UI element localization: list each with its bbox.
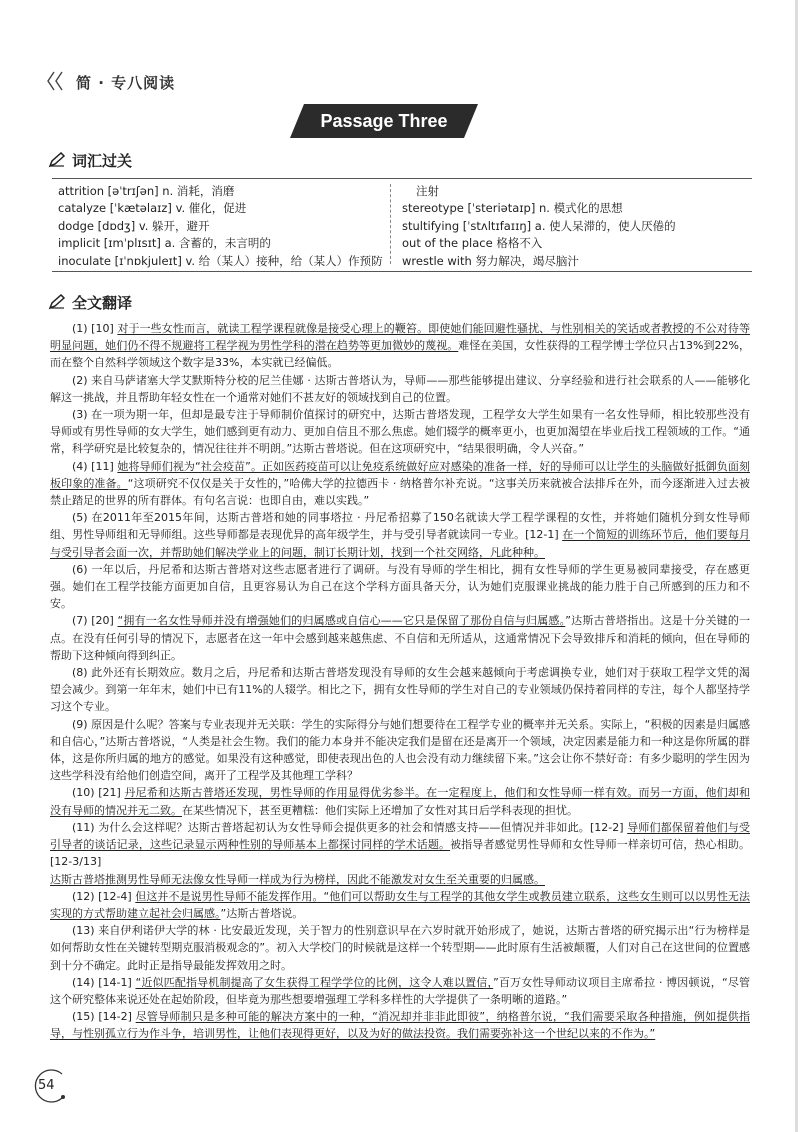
paragraph-text: 在某些情况下，甚至更糟糕：他们实际上还增加了女性对其日后学科表现的担忧。 — [182, 803, 578, 817]
translation-heading-text: 全文翻译 — [72, 294, 133, 312]
vocab-entry: stultifying [ˈstʌltɪfaɪɪŋ] a. 使人呆滞的，使人厌倦的 — [402, 218, 676, 233]
paragraph-text: 被指导者感觉男性导师和女性导师一样亲切可信，热心相助。[12-3/13] — [50, 838, 750, 869]
paragraph-text: “这项研究不仅仅是关于女性的，”哈佛大学的拉德西卡 · 纳格普尔补充说。“这事关历来就被合法排斥在外，而今逐渐进入过去被禁止踏足的世界的所有群体。有句名言说：也即自由，难以实践。” — [50, 476, 750, 508]
vocab-entry: dodge [dɒdʒ] v. 躲开，避开 — [58, 218, 210, 233]
translation-paragraph — [50, 819, 750, 871]
translation-paragraph — [50, 458, 750, 510]
paragraph-text: (2) 来自马萨诸塞大学艾默斯特分校的尼兰佳娜 · 达斯古普塔认为，导师——那些能够提出建议、分享经验和进行社会联系的人——能够化解这一挑战，并且帮助年轻女性在一个通常对她们不甚友好的领域找到自己的位置。 — [50, 373, 750, 404]
paragraph-text: (15) [14-2] — [72, 1010, 136, 1024]
paragraph-text: 难怪在美国，女性获得的工程学博士学位只占13%到22%，而在整个自然科学领域这个数字是33%，本实就已经偏低。 — [50, 339, 750, 370]
underlined-sentence: “近似匹配指导机制提高了女生获得工程学学位的比例，这令人难以置信， — [135, 975, 494, 989]
vocab-right-column — [402, 183, 747, 270]
paragraph-text: (14) [14-1] — [72, 975, 136, 989]
paragraph-text: (6) 一年以后，丹尼希和达斯古普塔对这些志愿者进行了调研。与没有导师的学生相比，拥有女性导师的学生更易被同辈接受，存在感更强。她们在工程学技能方面更加自信，且更容易认为自己在这个学科方面具备天分，认为她们克服课业挑战的能力胜于自己所感到的压力和不安。 — [50, 562, 750, 611]
vocab-entry: attrition [əˈtrɪʃən] n. 消耗，消磨 — [58, 184, 235, 198]
translation-body — [50, 320, 750, 1043]
vocab-entry: inoculate [ɪˈnɒkjuleɪt] v. 给（某人）接种，给（某人）作预防 — [58, 253, 383, 268]
vocab-heading-text: 词汇过关 — [72, 152, 133, 170]
page-number — [32, 1068, 68, 1104]
paragraph-text: (3) 在一项为期一年，但却是最专注于导师制价值探讨的研究中，达斯古普塔发现，工程学女大学生如果有一名女性导师，相比较那些没有导师或有男性导师的女大学生，她们感到更有动力、更加自信且不那么焦虑。她们辍学的概率更小，也更加渴望在毕业后找工程领域的工作。“通常，科学研究是比较复杂的，情况往往并不明朗。”达斯古普塔说。但在这项研究中，“结果很明确，令人兴奋。” — [50, 408, 750, 456]
paragraph-text: (8) 此外还有长期效应。数月之后，丹尼希和达斯古普塔发现没有导师的女生会越来越倾向于考虑调换专业，她们对于获取工程学文凭的渴望会减少。到第一年年末，她们中已有11%的人辍学。相比之下，拥有女性导师的学生对自己的专业领域仍保持着同样的专注，每个人都坚持学习这个专业。 — [50, 666, 750, 714]
vocab-divider — [390, 184, 391, 264]
paragraph-text: ”达斯古普塔说。 — [220, 906, 304, 920]
banner-label: Passage Three — [320, 111, 448, 131]
translation-paragraph — [50, 871, 750, 888]
underlined-sentence: 达斯古普塔推测男性导师无法像女性导师一样成为行为榜样，因此不能激发对女生至关重要的归属感。 — [50, 872, 545, 886]
paragraph-text: ”百万女性导师动议项目主席希拉 · 博因顿说，“尽管这个研究整体来说还处在起始阶段，但毕竟为那些想要增强理工学科多样性的大学提供了一条明晰的道路。” — [50, 975, 750, 1006]
pen-icon — [48, 294, 66, 310]
vocab-entry: wrestle with 努力解决，竭尽脑汁 — [402, 253, 579, 268]
translation-paragraph — [50, 974, 750, 1008]
paragraph-text: (7) [20] — [72, 614, 118, 628]
translation-paragraph — [50, 561, 750, 613]
paragraph-text: (11) 为什么会这样呢？达斯古普塔起初认为女性导师会提供更多的社会和情感支持——但情况并非如此。[12-2] — [72, 820, 628, 834]
translation-paragraph — [50, 664, 750, 716]
translation-paragraph — [50, 406, 750, 458]
translation-paragraph — [50, 1008, 750, 1042]
underlined-sentence: 对于一些女性而言，就读工程学课程就像是接受心理上的鞭笞。即使她们能回避性骚扰、与性别相关的笑话或者教授的不公对待等明显问题，她们仍不得不规避将工程学视为男性学科的潜在趋势等更加微妙的蔑视。 — [50, 322, 750, 353]
translation-paragraph — [50, 922, 750, 974]
paragraph-text: (13) 来自伊利诺伊大学的林 · 比安最近发现，关于智力的性别意识早在六岁时就开始形成了，她说，达斯古普塔的研究揭示出“行为榜样是如何帮助女性在关键转型期克服消极观念的”。初入大学校门的时候就是这样一个转型期——此时原有生活被颠覆，人们对自己在这世间的位置感到十分不确定。此时正是指导最能发挥效用之时。 — [50, 924, 750, 972]
header-title: 简 · 专八阅读 — [76, 74, 176, 92]
pen-icon — [48, 152, 66, 168]
translation-paragraph — [50, 320, 750, 372]
underlined-sentence: 导师们都保留着他们与受引导者的谈话记录，这些记录显示两种性别的导师基本上都探讨同样的学术话题。 — [50, 820, 750, 852]
vocab-heading — [48, 150, 132, 171]
underlined-sentence: 丹尼希和达斯古普塔还发现，男性导师的作用显得优劣参半。在一定程度上，他们和女性导师一样有效。而另一方面，他们却和没有导师的情况并无二致。 — [50, 786, 750, 817]
vocab-entry: implicit [ɪmˈplɪsɪt] a. 含蓄的，未言明的 — [58, 236, 271, 251]
translation-paragraph — [50, 372, 750, 406]
paragraph-text: (12) [12-4] — [72, 889, 136, 903]
vocab-entry: stereotype [ˈsteriətaɪp] n. 模式化的思想 — [402, 201, 623, 216]
paragraph-text: (5) 在2011年至2015年间，达斯古普塔和她的同事塔拉 · 丹尼希招募了150名就读大学工程学课程的女性，并将她们随机分到女性导师组、男性导师组和无导师组。这些导师都是表现优异的高年级学生，并与受引导者就读同一专业。[12-1] — [50, 511, 750, 542]
paragraph-text: (9) 原因是什么呢？答案与专业表现并无关联：学生的实际得分与她们想要待在工程学专业的概率并无关系。实际上，“积极的因素是归属感和自信心，”达斯古普塔说，“人类是社会生物。我们的能力本身并不能决定我们是留在还是离开一个领域，决定因素是能力和一种这是你所属的群体，这是你所归属的地方的感觉。如果没有这种感觉，即使表现出色的人也会没有动力继续留下来。”这会让你不禁好奇：有多少聪明的学生因为这些学科没有给他们创造空间，离开了工程学及其他理工学科？ — [50, 717, 750, 783]
paragraph-text: ”达斯古普塔指出。这是十分关键的一点。在没有任何引导的情况下，志愿者在这一年中会感到越来越焦虑、不自信和无所适从，这通常情况下会导致排斥和消耗的倾向，但在导师的帮助下这种倾向得到纠正。 — [50, 614, 751, 662]
translation-heading — [48, 292, 132, 313]
page-number-text: 54 — [38, 1078, 55, 1093]
vocab-entry: 注射 — [416, 184, 439, 198]
vocab-entry: catalyze [ˈkætəlaɪz] v. 催化，促进 — [58, 201, 247, 216]
paragraph-text: (1) [10] — [72, 322, 118, 335]
translation-paragraph — [50, 612, 750, 664]
bracket-icon — [46, 70, 72, 92]
translation-paragraph — [50, 784, 750, 818]
underlined-sentence: 她将导师们视为“社会疫苗”。正如医药疫苗可以让免疫系统做好应对感染的准备一样，好的导师可以让学生的头脑做好抵御负面刻板印象的准备。 — [50, 459, 750, 490]
underlined-sentence: 尽管导师制只是多种可能的解决方案中的一种，“消况却并非非此即彼”，纳格普尔说，“我们需要采取各种措施，例如提供指导，与性别孤立行为作斗争，培训男性，让他们表现得更好，以及为好的做法投资。我们需要弥补这一个世纪以来的不作为。” — [50, 1010, 750, 1041]
underlined-sentence: 在一个简短的训练环节后，他们要每月与受引导者会面一次，并帮助她们解决学业上的问题，制订长期计划，找到一个社交网络，凡此种种。 — [50, 528, 751, 559]
page-edge — [795, 0, 798, 1132]
translation-paragraph — [50, 716, 750, 785]
passage-banner — [290, 104, 478, 138]
translation-paragraph — [50, 509, 750, 561]
vocab-entry: out of the place 格格不入 — [402, 236, 543, 251]
paragraph-text: (10) [21] — [72, 786, 125, 800]
translation-paragraph — [50, 888, 750, 922]
underlined-sentence: “拥有一名女性导师并没有增强她们的归属感或自信心——它只是保留了那份自信与归属感。 — [117, 614, 566, 628]
paragraph-text: (4) [11] — [72, 459, 118, 473]
vocab-left-column — [58, 183, 388, 270]
underlined-sentence: 但这并不是说男性导师不能发挥作用。“他们可以帮助女生与工程学的其他女学生或教员建立联系，这些女生则可以以男性无法实现的方式帮助建立起社会归属感。 — [50, 889, 751, 920]
